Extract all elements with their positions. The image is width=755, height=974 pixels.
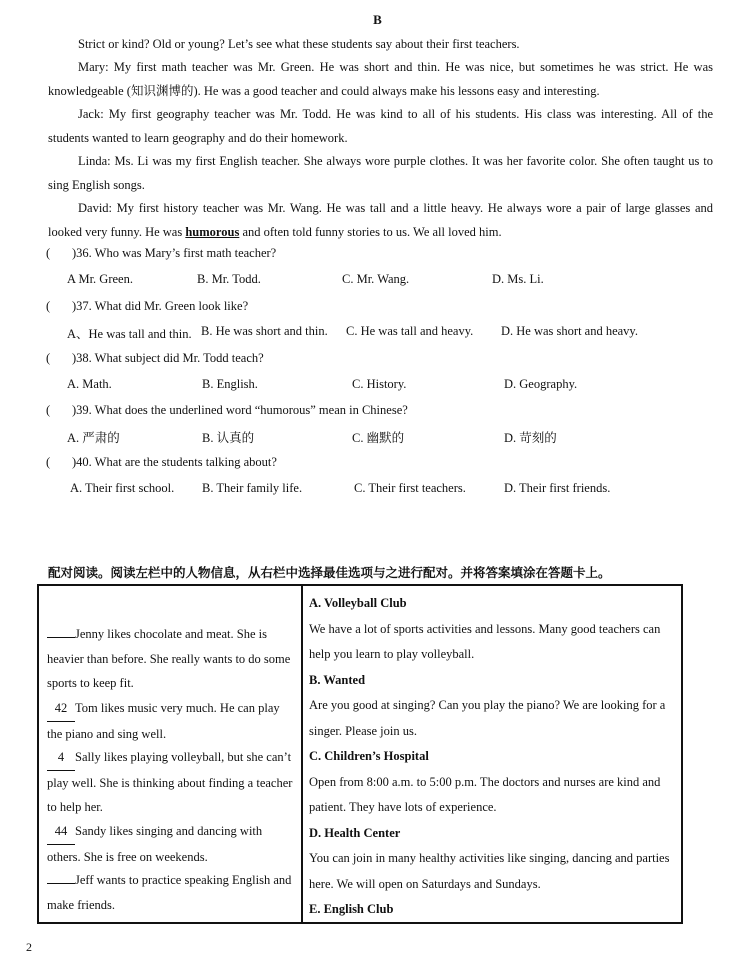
- passage-david: [48, 197, 713, 244]
- column-divider: [301, 586, 303, 922]
- option-a[interactable]: A. Their first school.: [70, 481, 175, 495]
- person-text: Sandy likes singing and dancing with others. She is free on weekends.: [47, 824, 263, 864]
- question-40-options: [67, 481, 707, 501]
- question-text: )38. What subject did Mr. Todd teach?: [72, 351, 264, 365]
- underlined-word: humorous: [185, 224, 240, 239]
- option-d[interactable]: D. 苛刻的: [504, 431, 557, 445]
- option-text: Open from 8:00 a.m. to 5:00 p.m. The doctors and nurses are kind and patient. They have lots of experience.: [309, 774, 661, 814]
- option-a[interactable]: A. Math.: [67, 377, 112, 391]
- option-a[interactable]: A、He was tall and thin.: [67, 327, 192, 341]
- option-a[interactable]: A Mr. Green.: [67, 272, 133, 286]
- question-text: )37. What did Mr. Green look like?: [72, 299, 249, 313]
- option-d[interactable]: D. Geography.: [504, 377, 578, 391]
- person-text: Jenny likes chocolate and meat. She is heavier than before. She really wants to do some sports to keep fit.: [47, 627, 291, 690]
- answer-blank[interactable]: [47, 883, 75, 884]
- option-title: A. Volleyball Club: [309, 596, 407, 610]
- passage-david-after: and often told funny stories to us. We all loved him.: [239, 224, 502, 239]
- person-text: Jeff wants to practice speaking English and make friends.: [47, 873, 292, 912]
- question-38-options: [67, 377, 707, 397]
- option-item: [309, 744, 677, 821]
- person-item: [47, 622, 295, 696]
- option-title: B. Wanted: [309, 672, 366, 687]
- option-c[interactable]: C. Their first teachers.: [354, 481, 466, 495]
- option-item: [309, 897, 677, 923]
- options-column: [309, 591, 677, 923]
- option-b[interactable]: B. 认真的: [202, 431, 255, 445]
- answer-paren[interactable]: (: [46, 351, 51, 365]
- option-title: E. English Club: [309, 902, 394, 916]
- option-title: D. Health Center: [309, 825, 401, 840]
- person-text: Tom likes music very much. He can play the piano and sing well.: [47, 701, 280, 741]
- option-b[interactable]: B. English.: [202, 377, 258, 391]
- option-b[interactable]: B. Their family life.: [202, 481, 303, 495]
- section-label: B: [373, 12, 382, 27]
- option-d[interactable]: D. He was short and heavy.: [501, 324, 638, 338]
- answer-blank[interactable]: 44: [47, 819, 75, 845]
- question-36-options: [67, 272, 707, 292]
- option-c[interactable]: C. History.: [352, 377, 407, 391]
- question-text: )36. Who was Mary’s first math teacher?: [72, 246, 277, 260]
- question-39: [46, 403, 726, 423]
- question-36: [46, 246, 726, 266]
- matching-table: [37, 584, 683, 924]
- passage-mary: Mary: My first math teacher was Mr. Green. He was short and thin. He was nice, but sometimes he was strict. He was knowledgeable (知识渊博的). He was a good teacher and could always make his lessons easy and interesting.: [48, 60, 713, 98]
- option-text: Are you good at singing? Can you play the piano? We are looking for a singer. Please join us.: [309, 698, 666, 738]
- question-40: [46, 455, 726, 475]
- answer-paren[interactable]: (: [46, 246, 51, 260]
- option-text: We have a lot of sports activities and lessons. Many good teachers can help you learn to play volleyball.: [309, 621, 661, 661]
- person-text: Sally likes playing volleyball, but she can’t play well. She is thinking about finding a teacher to help her.: [47, 750, 293, 814]
- person-item: [47, 745, 295, 819]
- option-item: [309, 668, 677, 745]
- answer-paren[interactable]: (: [46, 455, 51, 469]
- people-column: [47, 622, 295, 917]
- option-b[interactable]: B. He was short and thin.: [201, 324, 328, 338]
- person-item: [47, 868, 295, 917]
- option-item: [309, 821, 677, 898]
- answer-paren[interactable]: (: [46, 403, 51, 417]
- option-d[interactable]: D. Ms. Li.: [492, 272, 544, 286]
- answer-blank[interactable]: 4: [47, 745, 75, 771]
- option-text: You can join in many healthy activities like singing, dancing and parties here. We will open on Saturdays and Sundays.: [309, 851, 670, 891]
- question-text: )39. What does the underlined word “humorous” mean in Chinese?: [72, 403, 408, 417]
- option-d[interactable]: D. Their first friends.: [504, 481, 611, 495]
- matching-instruction: 配对阅读。阅读左栏中的人物信息，从右栏中选择最佳选项与之进行配对。并将答案填涂在答题卡上。: [48, 565, 611, 580]
- passage-jack: Jack: My first geography teacher was Mr. Todd. He was kind to all of his students. His class was interesting. All of the students wanted to learn geography and do their homework.: [48, 107, 713, 145]
- question-38: [46, 351, 726, 371]
- option-c[interactable]: C. Mr. Wang.: [342, 272, 410, 286]
- option-b[interactable]: B. Mr. Todd.: [197, 272, 261, 286]
- answer-paren[interactable]: (: [46, 299, 51, 313]
- question-39-options: [67, 428, 707, 448]
- page-number: 2: [26, 940, 32, 954]
- person-item: [47, 696, 295, 745]
- question-37: [46, 299, 726, 319]
- option-title: C. Children’s Hospital: [309, 749, 429, 763]
- option-c[interactable]: C. 幽默的: [352, 431, 405, 445]
- answer-blank[interactable]: 42: [47, 696, 75, 722]
- question-text: )40. What are the students talking about?: [72, 455, 277, 469]
- question-37-options: [67, 324, 707, 344]
- answer-blank[interactable]: [47, 637, 75, 638]
- passage-intro: Strict or kind? Old or young? Let’s see what these students say about their first teachers.: [78, 37, 520, 51]
- passage-linda: Linda: Ms. Li was my first English teacher. She always wore purple clothes. It was her favorite color. She often taught us to sing English songs.: [48, 154, 713, 192]
- passage-david-before: David: My first history teacher was Mr. Wang. He was tall and a little heavy. He always wore a pair of large glasses and looked very funny. He was: [48, 201, 713, 239]
- option-a[interactable]: A. 严肃的: [67, 431, 120, 445]
- person-item: [47, 819, 295, 868]
- option-c[interactable]: C. He was tall and heavy.: [346, 324, 474, 338]
- option-item: [309, 591, 677, 668]
